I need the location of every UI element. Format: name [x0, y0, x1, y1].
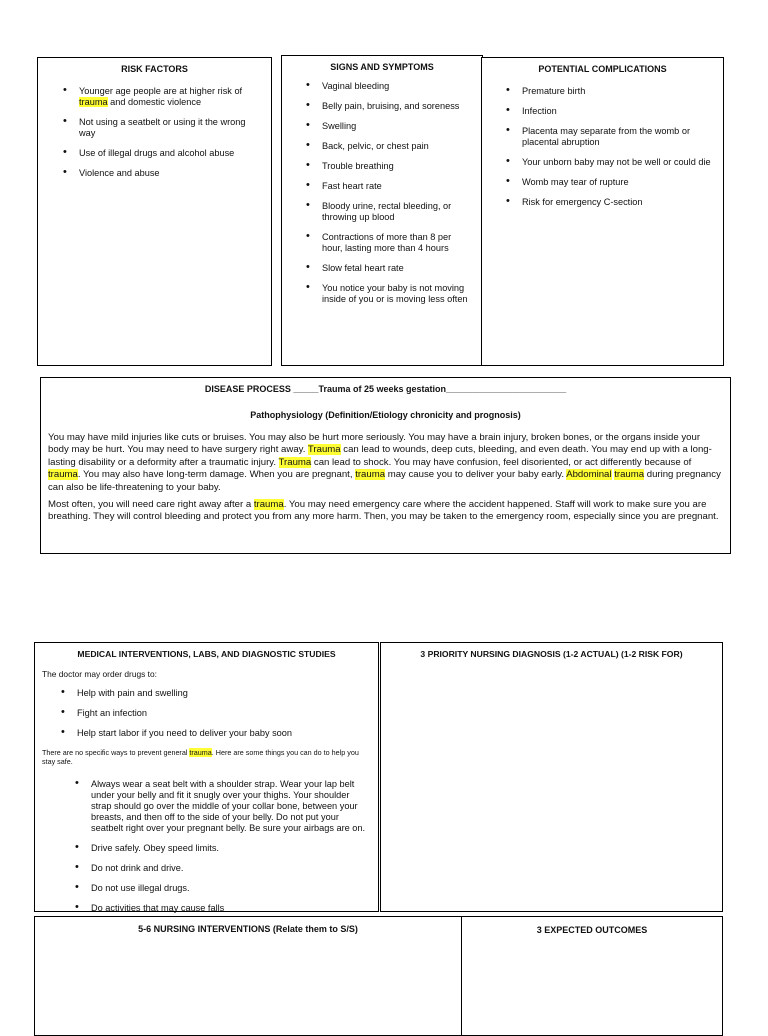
paragraph-text: during pregnancy can also be life-threatening to your baby. — [48, 469, 721, 493]
drugs-list — [61, 688, 368, 739]
medical-interventions-title: MEDICAL INTERVENTIONS, LABS, AND DIAGNOSTIC STUDIES — [77, 649, 336, 659]
drug-purpose-item: • Help start labor if you need to deliver your baby soon — [61, 728, 368, 739]
highlighted-term: Trauma — [307, 444, 341, 456]
drugs-intro: The doctor may order drugs to: — [42, 669, 157, 679]
complication-item: • Risk for emergency C-section — [506, 197, 711, 208]
safety-tip-item: • Drive safely. Obey speed limits. — [75, 843, 368, 854]
safety-tips-list — [75, 779, 368, 914]
highlighted-term: trauma — [48, 469, 78, 481]
highlighted-term: Trauma — [278, 456, 312, 468]
complication-item: • Premature birth — [506, 86, 711, 97]
highlighted-term: Abdominal — [566, 469, 612, 481]
prevention-trauma-highlight: trauma — [189, 748, 212, 757]
safety-tip-item: • Do not drink and drive. — [75, 863, 368, 874]
signs-symptoms-list — [306, 81, 474, 305]
risk-factor-text: Not using a seatbelt or using it the wrong way — [79, 117, 246, 138]
symptom-item: • Vaginal bleeding — [306, 81, 474, 92]
prevention-text-start: There are no specific ways to prevent general — [42, 748, 190, 757]
risk-factor-text: Violence and abuse — [79, 168, 160, 178]
symptom-item: • You notice your baby is not moving inside of you or is moving less often — [306, 283, 474, 305]
highlighted-term: trauma — [79, 97, 108, 107]
risk-factors-box — [37, 57, 272, 366]
expected-outcomes-box — [461, 916, 723, 1036]
paragraph-text: can lead to shock. You may have confusion, feel disoriented, or act differently because of — [311, 456, 692, 468]
symptom-item: • Bloody urine, rectal bleeding, or throwing up blood — [306, 201, 474, 223]
symptom-item: • Fast heart rate — [306, 181, 474, 192]
disease-title-value: Trauma of 25 weeks gestation — [318, 384, 446, 394]
symptom-item: • Back, pelvic, or chest pain — [306, 141, 474, 152]
nursing-diagnosis-box — [380, 642, 723, 912]
risk-factor-item — [63, 168, 253, 179]
signs-symptoms-box — [281, 55, 483, 366]
safety-tip-item: • Do not use illegal drugs. — [75, 883, 368, 894]
complication-item: • Infection — [506, 106, 711, 117]
pathophysiology-paragraph-2 — [48, 499, 723, 524]
risk-factor-text: and domestic violence — [107, 97, 202, 107]
paragraph-text: . You may need emergency care where the accident happened. Staff will work to make sure you are breathing. They will control bleeding and protect you from any more harm. Then, you may be taken to the emergency room, especially since you are pregnant. — [48, 499, 719, 523]
safety-tip-item: • Do activities that may cause falls — [75, 903, 368, 914]
symptom-item: • Belly pain, bruising, and soreness — [306, 101, 474, 112]
highlighted-term: trauma — [253, 499, 284, 511]
complications-list — [506, 86, 711, 208]
risk-factor-text: Younger age people are at higher risk of — [79, 86, 243, 96]
nursing-interventions-title: 5-6 NURSING INTERVENTIONS (Relate them to S/S) — [138, 924, 358, 934]
symptom-item: • Trouble breathing — [306, 161, 474, 172]
medical-interventions-box — [34, 642, 379, 912]
drug-purpose-item: • Fight an infection — [61, 708, 368, 719]
safety-tip-item: • Always wear a seat belt with a shoulder strap. Wear your lap belt under your belly and fit it snugly over your thighs. Your shoulder strap should go over the middle of your collar bone, between your breasts, and then off to the side of your belly. Do not put your seatbelt right over your pregnant belly. Be sure your airbags are on. — [75, 779, 368, 834]
disease-title-suffix: ________________________ — [445, 384, 567, 394]
paragraph-text: Most often, you will need care right away after a — [48, 499, 254, 511]
paragraph-text: You may have mild injuries like cuts or bruises. You may also be hurt more seriously. You may have a brain injury, broken bones, or the organs inside your body may be hurt. You may need to have surgery right away. — [48, 432, 701, 456]
complication-item: • Your unborn baby may not be well or could die — [506, 157, 711, 168]
symptom-item: • Swelling — [306, 121, 474, 132]
pathophysiology-paragraph-1 — [48, 432, 723, 494]
disease-process-box — [40, 377, 731, 554]
prevention-text-end: . Here are some things you can do to help you stay safe. — [42, 748, 359, 767]
risk-factor-item — [63, 86, 253, 108]
symptom-item: • Slow fetal heart rate — [306, 263, 474, 274]
symptom-item: • Contractions of more than 8 per hour, lasting more than 4 hours — [306, 232, 474, 254]
complication-item: • Womb may tear of rupture — [506, 177, 711, 188]
nursing-interventions-box — [34, 916, 462, 1036]
complications-title: POTENTIAL COMPLICATIONS — [538, 64, 667, 74]
risk-factor-item — [63, 148, 253, 159]
prevention-text — [42, 748, 370, 767]
disease-title-prefix: DISEASE PROCESS _____ — [204, 384, 319, 394]
paragraph-text: may cause you to deliver your baby early. — [385, 469, 567, 481]
risk-factors-list — [63, 86, 253, 179]
signs-symptoms-title: SIGNS AND SYMPTOMS — [330, 62, 434, 72]
risk-factors-title: RISK FACTORS — [121, 64, 188, 74]
paragraph-text: . You may also have long-term damage. When you are pregnant, — [77, 469, 356, 481]
highlighted-term: trauma — [614, 469, 645, 481]
drug-purpose-item: • Help with pain and swelling — [61, 688, 368, 699]
risk-factor-text: Use of illegal drugs and alcohol abuse — [79, 148, 235, 158]
paragraph-text: can lead to wounds, deep cuts, bleeding, and even death. You may end up with a long-lasting disability or a deformity after a traumatic injury. — [48, 444, 712, 468]
pathophysiology-subtitle: Pathophysiology (Definition/Etiology chronicity and prognosis) — [250, 410, 521, 420]
nursing-diagnosis-title: 3 PRIORITY NURSING DIAGNOSIS (1-2 ACTUAL) (1-2 RISK FOR) — [420, 649, 683, 659]
complications-box — [481, 57, 724, 366]
expected-outcomes-title: 3 EXPECTED OUTCOMES — [536, 925, 648, 935]
disease-process-heading — [41, 384, 730, 394]
highlighted-term: trauma — [355, 469, 386, 481]
risk-factor-item — [63, 117, 253, 139]
complication-item: • Placenta may separate from the womb or placental abruption — [506, 126, 711, 148]
